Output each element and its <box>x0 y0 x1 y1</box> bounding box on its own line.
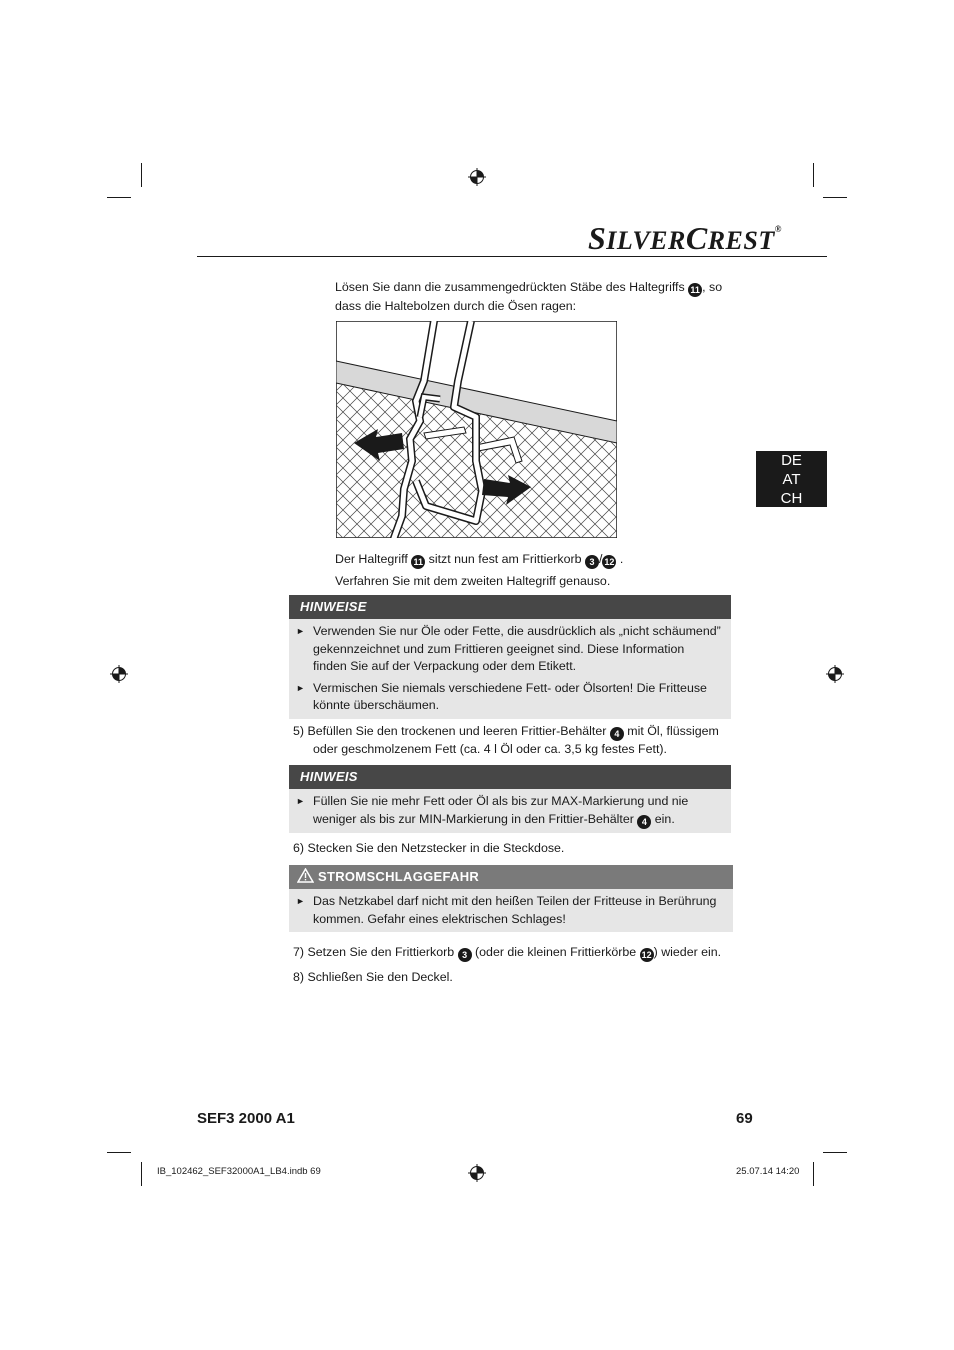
list-item: ► Vermischen Sie niemals verschiedene Fett- oder Ölsorten! Die Fritteuse könnte überschäumen. <box>296 680 721 715</box>
page-number: 69 <box>736 1110 753 1127</box>
model-number: SEF3 2000 A1 <box>197 1110 295 1127</box>
crop-mark <box>813 163 814 187</box>
part-number-badge: 4 <box>637 815 651 829</box>
note-box-title: HINWEIS <box>289 765 731 789</box>
caption-handle-fixed: Der Haltegriff 11 sitzt nun fest am Frittierkorb 3 / 12 . <box>335 552 624 567</box>
crop-mark <box>107 197 131 198</box>
language-code: AT <box>782 471 801 488</box>
notes-box-title: HINWEISE <box>289 595 731 619</box>
part-number-badge: 3 <box>585 555 599 569</box>
step-6: 6) Stecken Sie den Netzstecker in die Steckdose. <box>293 841 565 855</box>
part-number-badge: 11 <box>688 283 702 297</box>
list-item: ► Füllen Sie nie mehr Fett oder Öl als bis zur MAX-Markierung und nie weniger als bis zur MIN-Markierung in den Frittier-Behälter 4 ein. <box>296 794 689 827</box>
brand-logo: SILVERCREST® <box>588 220 782 256</box>
warning-triangle-icon <box>297 868 314 883</box>
language-code: CH <box>780 490 803 507</box>
print-slug-file: IB_102462_SEF32000A1_LB4.indb 69 <box>157 1166 321 1177</box>
registration-mark-icon <box>468 168 486 186</box>
registration-mark-icon <box>826 665 844 683</box>
part-number-badge: 11 <box>411 555 425 569</box>
crop-mark <box>823 1152 847 1153</box>
bullet-arrow-icon: ► <box>296 626 305 636</box>
print-slug-date: 25.07.14 14:20 <box>736 1166 800 1177</box>
registration-mark-icon <box>468 1164 486 1182</box>
crop-mark <box>107 1152 131 1153</box>
registration-mark-icon <box>110 665 128 683</box>
list-item: ► Das Netzkabel darf nicht mit den heißen Teilen der Fritteuse in Berührung kommen. Gefahr eines elektrischen Schlages! <box>296 893 723 928</box>
bullet-arrow-icon: ► <box>296 682 305 693</box>
crop-mark <box>141 1162 142 1186</box>
part-number-badge: 3 <box>458 948 472 962</box>
bullet-arrow-icon: ► <box>296 796 305 806</box>
notes-box <box>289 595 731 719</box>
intro-paragraph: Lösen Sie dann die zusammengedrückten Stäbe des Haltegriffs 11 , so dass die Haltebolzen durch die Ösen ragen: <box>335 280 723 313</box>
bullet-arrow-icon: ► <box>296 896 305 906</box>
crop-mark <box>823 197 847 198</box>
caption-second-handle: Verfahren Sie mit dem zweiten Haltegriff genauso. <box>335 574 611 588</box>
handle-illustration <box>336 321 617 538</box>
step-8: 8) Schließen Sie den Deckel. <box>293 970 453 984</box>
crop-mark <box>141 163 142 187</box>
part-number-badge: 12 <box>641 950 652 960</box>
crop-mark <box>813 1162 814 1186</box>
list-item: ► Verwenden Sie nur Öle oder Fette, die ausdrücklich als „nicht schäumend” gekennzeichnet und zum Frittieren geeignet sind. Diese Information finden Sie auf der Verpackung oder dem Etikett. <box>296 623 721 676</box>
language-tab <box>756 451 827 507</box>
warning-box-title: STROMSCHLAGGEFAHR <box>289 865 733 889</box>
step-7: 7) Setzen Sie den Frittierkorb 3 (oder die kleinen Frittierkörbe 12 ) wieder ein. <box>293 945 722 960</box>
step-5: 5) Befüllen Sie den trockenen und leeren Frittier-Behälter 4 mit Öl, flüssigem oder geschmolzenem Fett (ca. 4 l Öl oder ca. 3,5 kg festes Fett). <box>293 724 719 756</box>
language-code: DE <box>781 452 802 469</box>
part-number-badge: 4 <box>610 727 624 741</box>
warning-box <box>289 865 733 932</box>
part-number-badge: 12 <box>604 557 615 567</box>
note-box <box>289 765 731 833</box>
header-rule <box>197 256 827 257</box>
